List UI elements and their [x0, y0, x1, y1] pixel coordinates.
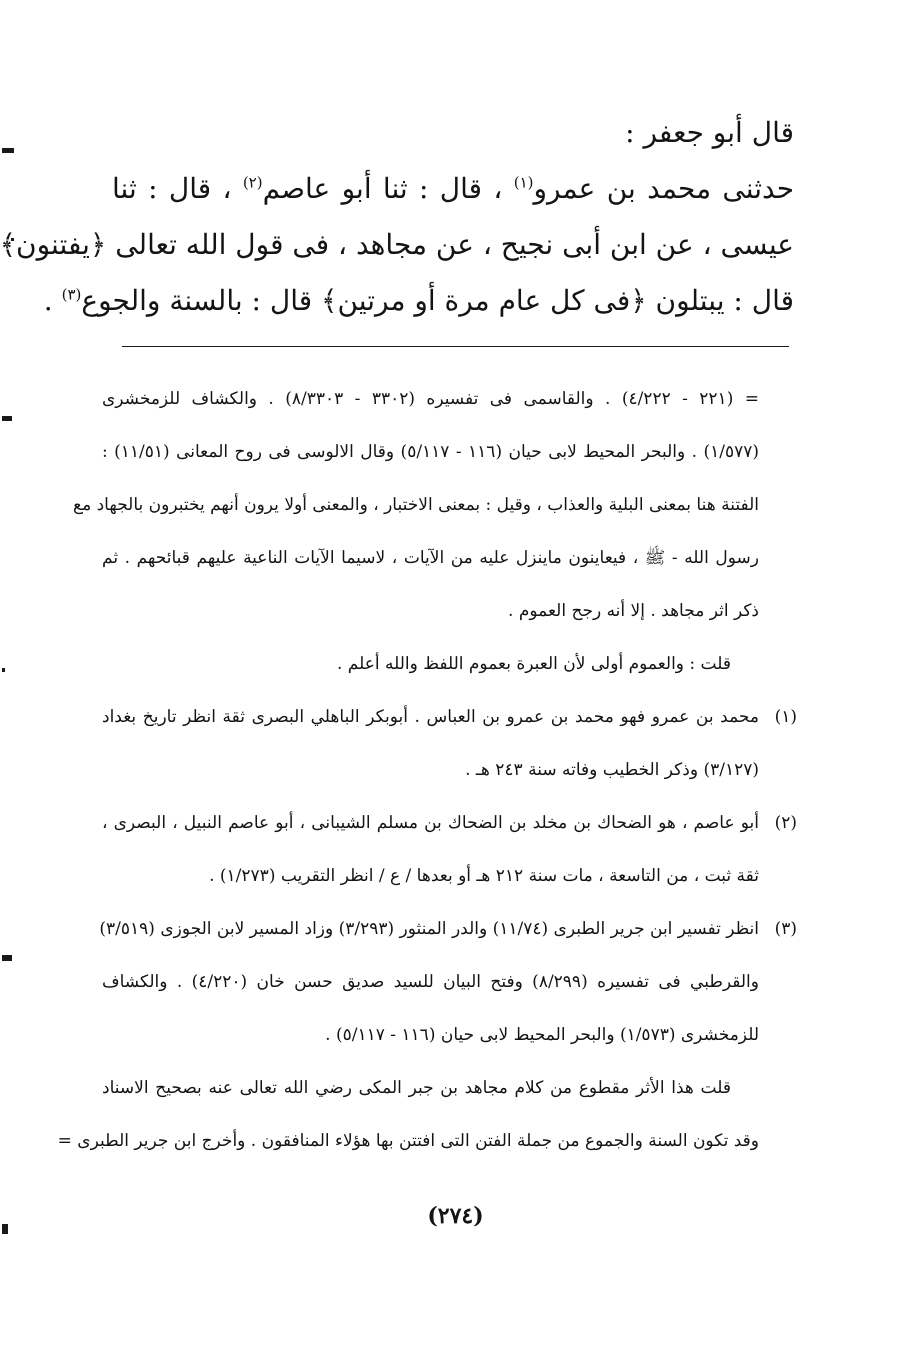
- main-line-3-part-a: قال : يبتلون ﴿فى كل عام مرة أو مرتين﴾ قال : بالسنة والجوع: [81, 284, 794, 317]
- footnote-number: (٣): [774, 919, 797, 939]
- main-line-3-part-b: .: [43, 284, 62, 317]
- footnote-line: محمد بن عمرو فهو محمد بن عمرو بن العباس . أبوبكر الباهلي البصرى ثقة انظر تاريخ بغداد: [102, 707, 759, 727]
- footnote-1: [102, 691, 797, 797]
- scan-mark: [2, 148, 14, 153]
- footnote-line: انظر تفسير ابن جرير الطبرى (١١/٧٤) والدر المنثور (٣/٢٩٣) وزاد المسير لابن الجوزى (٣/٥١٩): [99, 919, 759, 939]
- continuation-line: ذكر اثر مجاهد . إلا أنه رجح العموم .: [508, 601, 759, 621]
- footnote-line: للزمخشرى (١/٥٧٣) والبحر المحيط لابى حيان (١١٦ - ٥/١١٧) .: [325, 1025, 759, 1045]
- footnote-2: [102, 797, 797, 903]
- main-text: [0, 105, 795, 329]
- footnote-line: (٣/١٢٧) وذكر الخطيب وفاته سنة ٢٤٣ هـ .: [465, 760, 759, 780]
- main-line-1-part-c: ، قال : ثنا: [112, 172, 243, 205]
- footnote-separator: [122, 346, 789, 347]
- main-line-1-part-a: حدثنى محمد بن عمرو: [533, 172, 795, 205]
- footnote-3: [99, 903, 797, 1062]
- footnote-number: (٢): [774, 813, 797, 833]
- continuation-line: (١/٥٧٧) . والبحر المحيط لابى حيان (١١٦ - ٥/١١٧) وقال الالوسى فى روح المعانى (١١/٥١) :: [102, 442, 759, 462]
- continuation-line: رسول الله - ﷺ ، فيعاينون ماينزل عليه من الآيات ، لاسيما الآيات الناعية عليهم قبائحهم . ثم: [102, 548, 759, 568]
- footnote-ref-1: (١): [513, 173, 534, 192]
- main-line-1: [112, 161, 794, 217]
- footnote-line: أبو عاصم ، هو الضحاك بن مخلد بن الضحاك بن مسلم الشيبانى ، أبو عاصم النبيل ، البصرى ،: [102, 813, 759, 833]
- page-number: (٢٧٤): [427, 1203, 484, 1229]
- scan-mark: [2, 955, 12, 961]
- footnote-line: والقرطبي فى تفسيره (٨/٢٩٩) وفتح البيان للسيد صديق حسن خان (٤/٢٢٠) . والكشاف: [102, 972, 759, 992]
- editor-remark: قلت : والعموم أولى لأن العبرة بعموم اللفظ والله أعلم .: [336, 654, 731, 674]
- main-line-1-part-b: ، قال : ثنا أبو عاصم: [262, 172, 514, 205]
- scan-mark: [2, 668, 5, 672]
- closing-line: وقد تكون السنة والجموع من جملة الفتن التى افتتن بها هؤلاء المنافقون . وأخرج ابن جرير الطبرى =: [57, 1131, 759, 1151]
- continuation-line: = (٢٢١ - ٤/٢٢٢) . والقاسمى فى تفسيره (٣٣٠٢ - ٨/٣٣٠٣) . والكشاف للزمخشرى: [102, 389, 759, 409]
- main-line-3: [43, 273, 794, 329]
- main-heading: قال أبو جعفر :: [625, 116, 794, 149]
- footnote-ref-2: (٢): [242, 173, 263, 192]
- main-line-2: عيسى ، عن ابن أبى نجيح ، عن مجاهد ، فى قول الله تعالى ﴿يفتنون﴾: [0, 228, 794, 261]
- footnote-ref-3: (٣): [61, 285, 82, 304]
- footnote-line: ثقة ثبت ، من التاسعة ، مات سنة ٢١٢ هـ أو بعدها / ع / انظر التقريب (١/٢٧٣) .: [209, 866, 759, 886]
- continuation-line: الفتنة هنا بمعنى البلية والعذاب ، وقيل : بمعنى الاختبار ، والمعنى أولا يرون أنهم يختبرون بالجهاد مع: [73, 495, 759, 515]
- scan-mark: [2, 416, 12, 421]
- footnotes-section: [57, 373, 797, 1168]
- footnote-number: (١): [774, 707, 797, 727]
- closing-line: قلت هذا الأثر مقطوع من كلام مجاهد بن جبر المكى رضي الله تعالى عنه بصحيح الاسناد: [102, 1078, 731, 1098]
